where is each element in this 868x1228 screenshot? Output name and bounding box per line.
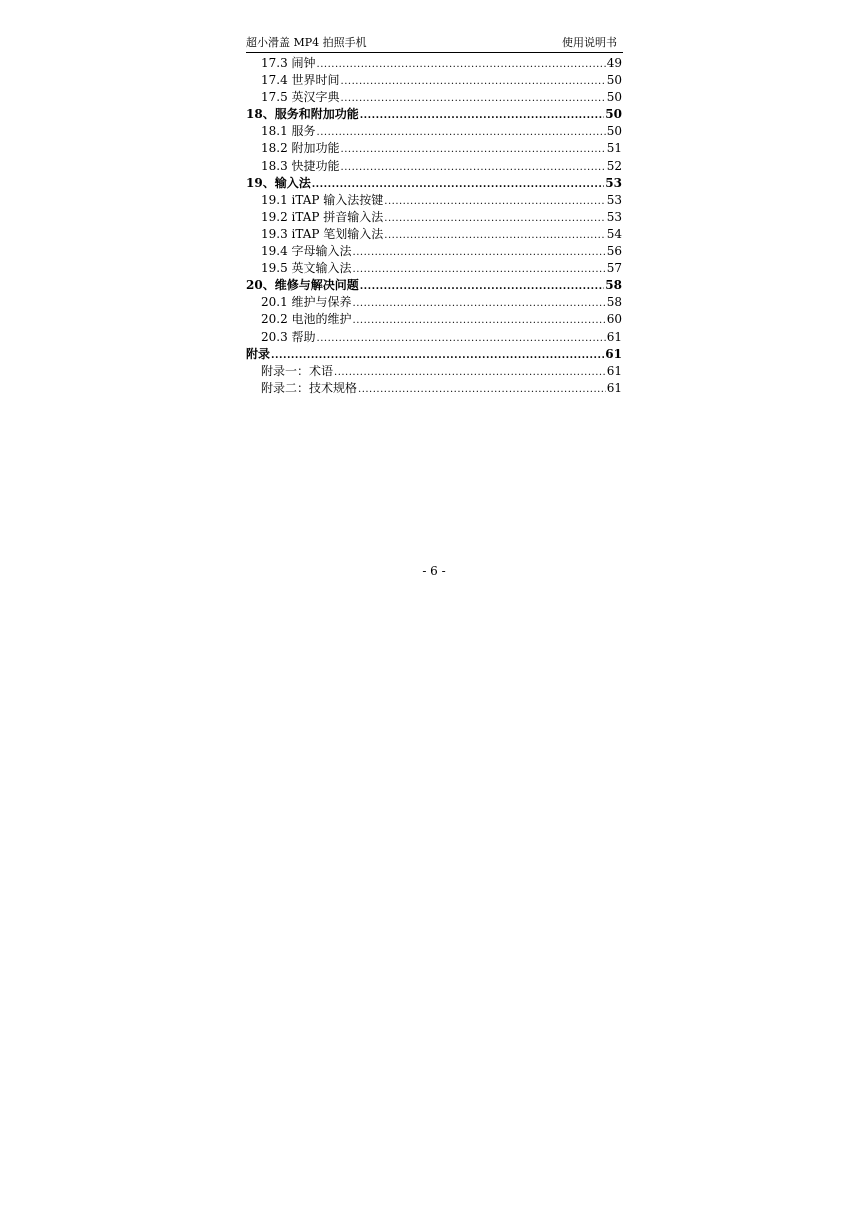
toc-section-entry[interactable] [246, 123, 622, 140]
toc-entry-title: 附录一：术语 [261, 363, 334, 378]
toc-section-entry[interactable] [246, 311, 622, 328]
toc-dot-leader [384, 210, 605, 227]
toc-section-entry[interactable] [246, 158, 622, 175]
toc-entry-page: 58 [606, 295, 622, 310]
toc-section-entry[interactable] [246, 72, 622, 89]
toc-dot-leader [312, 176, 605, 193]
toc-entry-title: 17.4 世界时间 [261, 73, 340, 88]
toc-entry-title: 19.1 iTAP 输入法按键 [261, 192, 384, 207]
toc-section-entry[interactable] [246, 55, 622, 72]
toc-dot-leader [353, 312, 606, 329]
toc-entry-page: 52 [606, 158, 622, 173]
toc-dot-leader [353, 244, 606, 261]
toc-entry-page: 50 [606, 73, 622, 88]
toc-section-entry[interactable] [246, 140, 622, 157]
toc-section-entry[interactable] [246, 363, 622, 380]
toc-entry-title: 19.3 iTAP 笔划输入法 [261, 226, 384, 241]
toc-entry-title: 18.2 附加功能 [261, 141, 340, 156]
toc-entry-title: 附录 [246, 346, 271, 361]
toc-chapter-entry[interactable] [246, 277, 622, 294]
toc-dot-leader [341, 73, 606, 90]
toc-dot-leader [317, 124, 606, 141]
toc-entry-page: 61 [606, 329, 622, 344]
toc-entry-title: 附录二：技术规格 [261, 380, 358, 395]
toc-entry-title: 18.1 服务 [261, 124, 316, 139]
toc-entry-title: 20.1 维护与保养 [261, 295, 352, 310]
toc-entry-title: 17.3 闹钟 [261, 56, 316, 70]
toc-section-entry[interactable] [246, 209, 622, 226]
toc-dot-leader [341, 159, 606, 176]
toc-entry-page: 53 [605, 175, 622, 190]
toc-entry-page: 53 [606, 192, 622, 207]
toc-entry-title: 19.2 iTAP 拼音输入法 [261, 209, 384, 224]
toc-dot-leader [317, 330, 606, 347]
toc-dot-leader [384, 193, 605, 210]
toc-entry-title: 20.3 帮助 [261, 329, 316, 344]
toc-chapter-entry[interactable] [246, 175, 622, 192]
toc-entry-page: 53 [606, 209, 622, 224]
toc-entry-title: 19.4 字母输入法 [261, 244, 352, 259]
toc-section-entry[interactable] [246, 294, 622, 311]
toc-entry-page: 49 [606, 56, 622, 70]
toc-section-entry[interactable] [246, 243, 622, 260]
toc-dot-leader [360, 107, 605, 124]
toc-entry-page: 60 [606, 312, 622, 327]
toc-entry-page: 61 [606, 380, 622, 395]
toc-dot-leader [341, 141, 606, 158]
toc-chapter-entry[interactable] [246, 106, 622, 123]
toc-entry-page: 61 [605, 346, 622, 361]
toc-entry-title: 20.2 电池的维护 [261, 312, 352, 327]
toc-dot-leader [353, 261, 606, 278]
page-header [246, 36, 623, 53]
toc-entry-page: 61 [606, 363, 622, 378]
toc-section-entry[interactable] [246, 329, 622, 346]
toc-chapter-entry[interactable] [246, 346, 622, 363]
toc-section-entry[interactable] [246, 380, 622, 397]
table-of-contents [246, 55, 622, 397]
toc-entry-title: 19.5 英文输入法 [261, 261, 352, 276]
toc-entry-title: 19、输入法 [246, 175, 311, 190]
toc-dot-leader [384, 227, 605, 244]
toc-entry-page: 51 [606, 141, 622, 156]
toc-entry-title: 17.5 英汉字典 [261, 90, 340, 105]
toc-section-entry[interactable] [246, 260, 622, 277]
toc-dot-leader [360, 278, 605, 295]
toc-entry-title: 18、服务和附加功能 [246, 107, 359, 122]
toc-dot-leader [341, 90, 606, 107]
toc-entry-page: 50 [606, 124, 622, 139]
toc-dot-leader [334, 364, 606, 381]
toc-entry-title: 20、维修与解决问题 [246, 278, 359, 293]
toc-dot-leader [353, 295, 606, 312]
toc-entry-page: 50 [605, 107, 622, 122]
toc-section-entry[interactable] [246, 226, 622, 243]
header-product-title: 超小滑盖 MP4 拍照手机 [246, 36, 367, 49]
header-manual-title: 使用说明书 [562, 36, 617, 49]
toc-entry-title: 18.3 快捷功能 [261, 158, 340, 173]
toc-section-entry[interactable] [246, 192, 622, 209]
toc-entry-page: 56 [606, 244, 622, 259]
toc-entry-page: 50 [606, 90, 622, 105]
toc-dot-leader [317, 56, 606, 73]
toc-entry-page: 57 [606, 261, 622, 276]
page-number: - 6 - [422, 564, 446, 578]
toc-section-entry[interactable] [246, 89, 622, 106]
toc-dot-leader [271, 347, 604, 364]
toc-dot-leader [358, 381, 606, 398]
toc-entry-page: 58 [605, 278, 622, 293]
toc-entry-page: 54 [606, 226, 622, 241]
